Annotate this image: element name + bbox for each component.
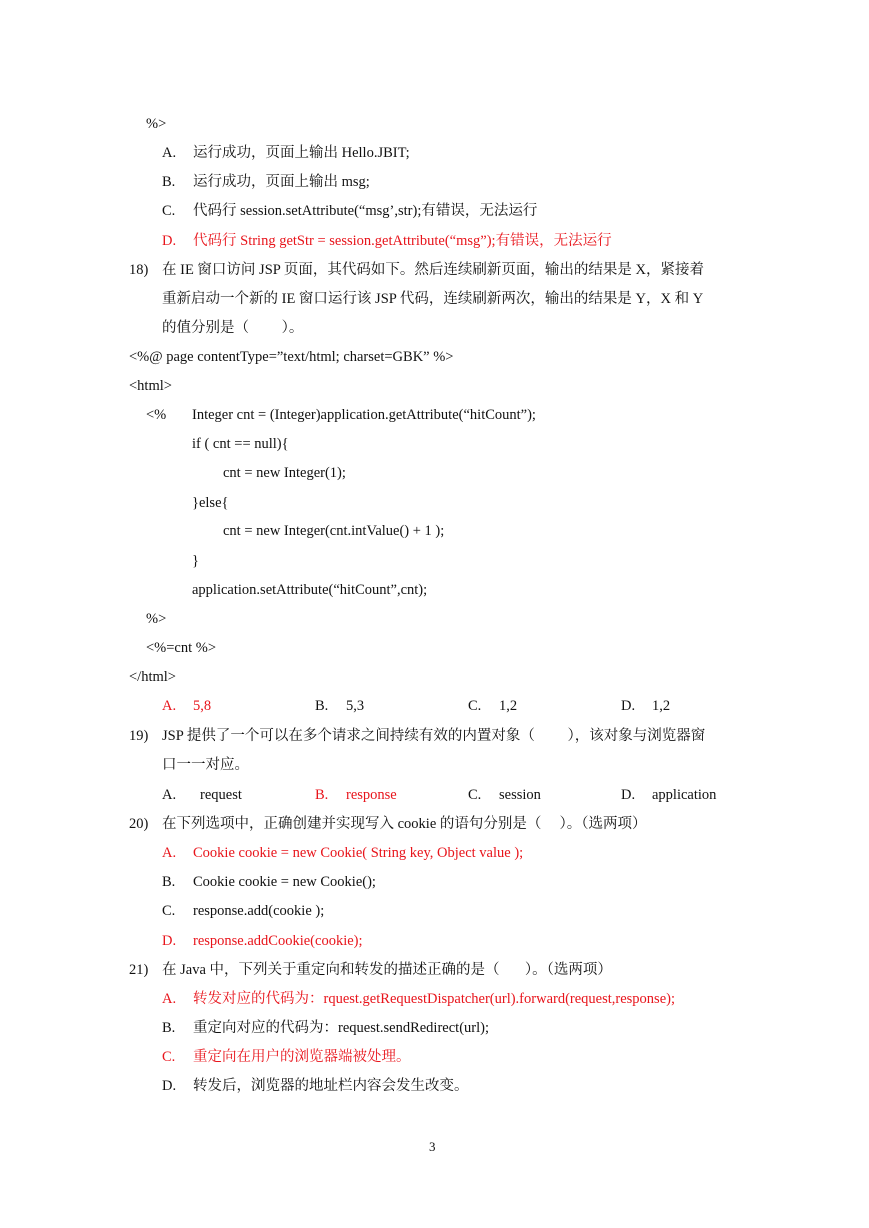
code-line: }else{ <box>192 495 229 511</box>
q20-option-d-answer: D. response.addCookie(cookie); <box>162 933 363 949</box>
q21-stem <box>129 961 749 979</box>
option-b: B. 5,3 <box>315 698 365 714</box>
code-line: <% <box>146 407 167 423</box>
option-c: C. 1,2 <box>468 698 518 714</box>
code-line: <%=cnt %> <box>146 640 217 656</box>
code-tail: %> <box>146 116 167 132</box>
code-line: cnt = new Integer(cnt.intValue() + 1 ); <box>223 523 445 539</box>
q21-option-b: B. 重定向对应的代码为：request.sendRedirect(url); <box>162 1020 489 1036</box>
option-text: 运行成功，页面上输出 msg; <box>193 174 370 190</box>
option-label: D. <box>162 233 177 249</box>
q18-stem-line-3: 的值分别是（ ）。 <box>162 320 304 336</box>
q20-option-b: B. Cookie cookie = new Cookie(); <box>162 874 376 890</box>
q21-option-d: D. 转发后，浏览器的地址栏内容会发生改变。 <box>162 1078 469 1094</box>
option-c: C. session <box>468 787 541 803</box>
code-line: } <box>192 553 199 569</box>
code-line: <%@ page contentType=”text/html; charset=GBK” %> <box>129 349 454 365</box>
q19-stem-line-2: 口一一对应。 <box>162 757 249 773</box>
option-d: D. application <box>621 787 717 803</box>
question-number: 20) <box>129 816 149 832</box>
q21-option-a-answer: A. 转发对应的代码为：rquest.getRequestDispatcher(url).forward(request,response); <box>162 991 675 1007</box>
option-text: 代码行 session.setAttribute(“msg’,str);有错误，无法运行 <box>193 203 538 219</box>
question-text-line: 在 Java 中，下列关于重定向和转发的描述正确的是（ ）。（选两项） <box>162 962 612 978</box>
code-line: %> <box>146 611 167 627</box>
question-text-line: 在 IE 窗口访问 JSP 页面，其代码如下。然后连续刷新页面，输出的结果是 X，紧接着 <box>162 262 705 278</box>
option-text: 代码行 String getStr = session.getAttribute(“msg”);有错误，无法运行 <box>193 233 612 249</box>
code-line: Integer cnt = (Integer)application.getAttribute(“hitCount”); <box>192 407 536 423</box>
q18-stem <box>129 261 749 279</box>
q20-option-c: C. response.add(cookie ); <box>162 903 325 919</box>
question-number: 18) <box>129 262 149 278</box>
option-b-answer: B. response <box>315 787 397 803</box>
option-a: A. request <box>162 787 242 803</box>
question-text-line: 在下列选项中，正确创建并实现写入 cookie 的语句分别是（ ）。（选两项） <box>162 816 647 832</box>
q19-options-row <box>162 786 742 804</box>
code-line: </html> <box>129 669 176 685</box>
option-label: C. <box>162 203 176 219</box>
option-label: B. <box>162 174 176 190</box>
option-label: A. <box>162 145 177 161</box>
code-line: <html> <box>129 378 172 394</box>
question-number: 21) <box>129 962 149 978</box>
code-line: application.setAttribute(“hitCount”,cnt); <box>192 582 428 598</box>
q19-stem <box>129 727 749 745</box>
q20-option-a-answer: A. Cookie cookie = new Cookie( String key, Object value ); <box>162 845 524 861</box>
question-text-line: JSP 提供了一个可以在多个请求之间持续有效的内置对象（ ），该对象与浏览器窗 <box>162 728 706 744</box>
page-number: 3 <box>429 1139 436 1154</box>
code-line: cnt = new Integer(1); <box>223 465 346 481</box>
q20-stem <box>129 815 749 833</box>
option-text: 运行成功，页面上输出 Hello.JBIT; <box>193 145 410 161</box>
q18-stem-line-2: 重新启动一个新的 IE 窗口运行该 JSP 代码，连续刷新两次，输出的结果是 Y，X 和 Y <box>162 291 704 307</box>
q18-options-row <box>162 697 722 715</box>
code-line: if ( cnt == null){ <box>192 436 289 452</box>
option-d: D. 1,2 <box>621 698 671 714</box>
option-a-answer: A. 5,8 <box>162 698 212 714</box>
question-number: 19) <box>129 728 149 744</box>
q21-option-c-answer: C. 重定向在用户的浏览器端被处理。 <box>162 1049 411 1065</box>
